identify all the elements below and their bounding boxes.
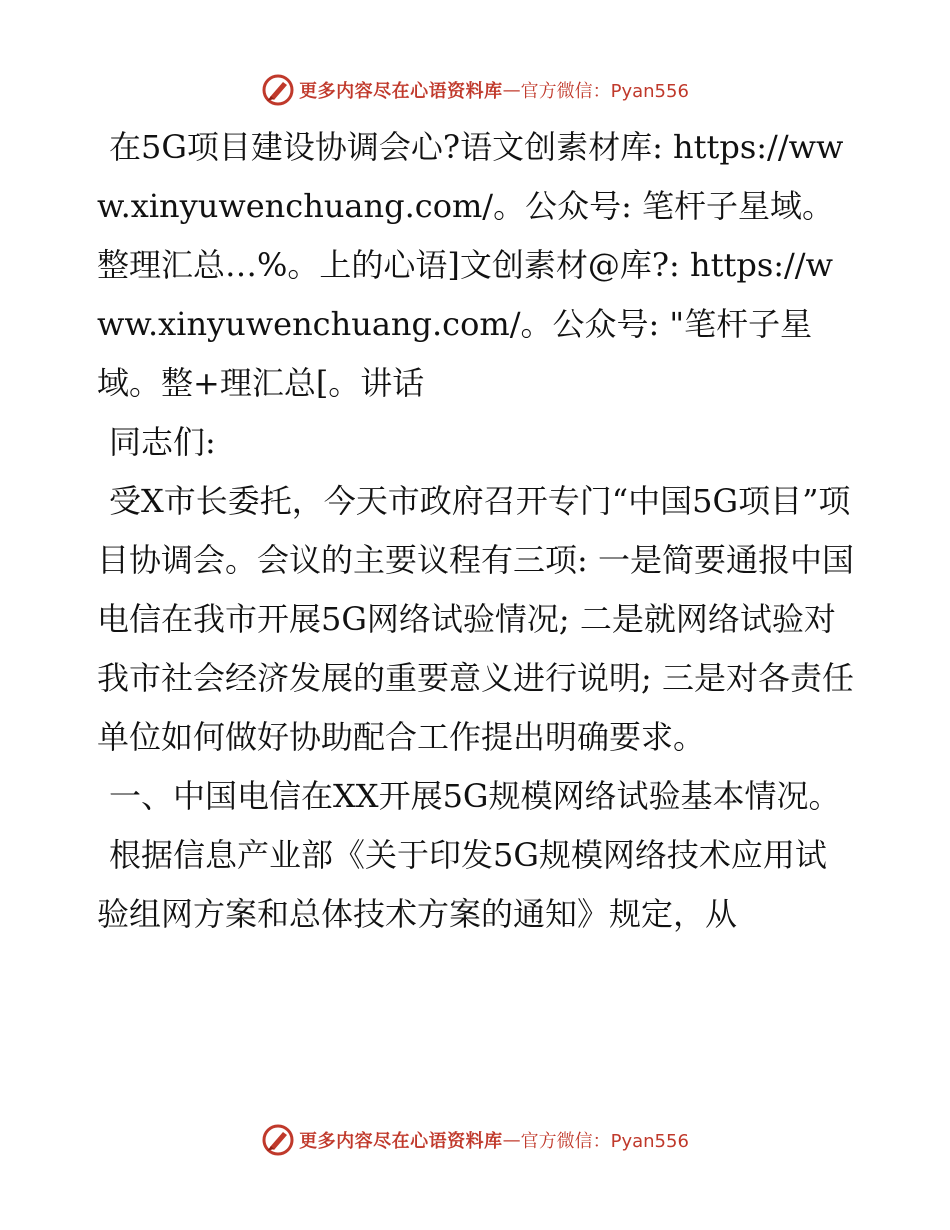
section-heading-1: 一、中国电信在XX开展5G规模网络试验基本情况。 <box>109 777 841 815</box>
paragraph-agenda: 受X市长委托，今天市政府召开专门“中国5G项目”项目协调会。会议的主要议程有三项: 一是简要通报中国电信在我市开展5G网络试验情况; 二是就网络试验对我市社会经济发展的重要意义进行说明; 三是对各责任单位如何做好协助配合工作提出明确要求。 <box>97 482 854 756</box>
document-body <box>97 118 857 944</box>
header-promo-text: 更多内容尽在心语资料库 <box>299 81 503 102</box>
paragraph-regulation: 根据信息产业部《关于印发5G规模网络技术应用试验组网方案和总体技术方案的通知》规定，从 <box>97 836 827 933</box>
footer-separator: — <box>502 1129 521 1151</box>
footer-promo-text: 更多内容尽在心语资料库 <box>299 1131 503 1152</box>
header-watermark-banner <box>0 70 950 110</box>
header-separator: — <box>502 79 521 101</box>
paragraph-salutation: 同志们: <box>109 423 216 461</box>
paragraph-intro: 在5G项目建设协调会心?语文创素材库: https://www.xinyuwenchuang.com/。公众号: 笔杆子星域。整理汇总…%。上的心语]文创素材@库?: https://www.xinyuwenchuang.com/。公众号: "笔杆子星域。整+理汇总[。讲话 <box>97 128 844 402</box>
brush-logo-icon <box>261 73 295 107</box>
footer-wechat-text: 官方微信：Pyan556 <box>520 1131 689 1152</box>
footer-watermark-banner <box>0 1120 950 1160</box>
header-wechat-text: 官方微信：Pyan556 <box>520 81 689 102</box>
brush-logo-icon <box>261 1123 295 1157</box>
